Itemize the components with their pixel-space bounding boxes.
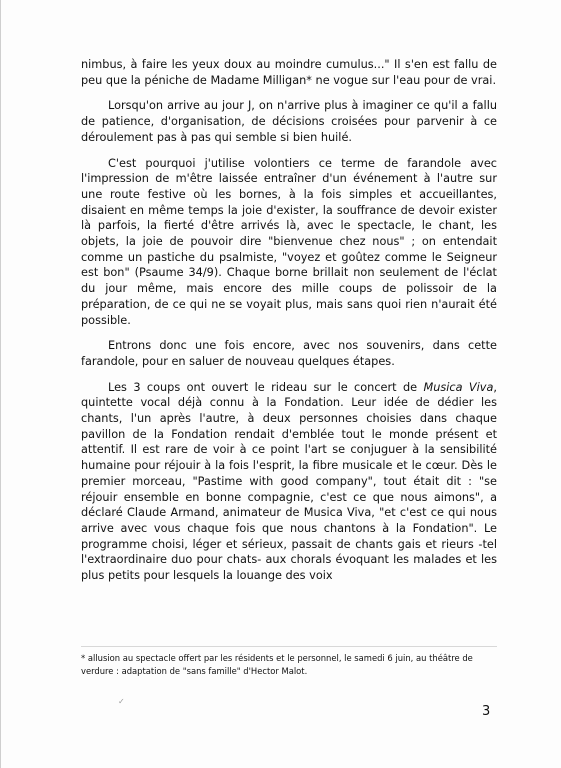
body-text [81,57,497,592]
paragraph-5-start: Les 3 coups ont ouvert le rideau sur le concert de [108,380,424,394]
paragraph-2: Lorsqu'on arrive au jour J, on n'arrive plus à imaginer ce qu'il a fallu de patience, d'organisation, de décisions croisées pour parvenir à ce déroulement pas à pas qui semble si bien huilé. [81,99,497,144]
footnote: * allusion au spectacle offert par les résidents et le personnel, le samedi 6 juin, au théâtre de verdure : adaptation de "sans famille" d'Hector Malot. [81,653,473,676]
paragraph-5-italic: Musica Viva [423,380,494,394]
footnote-divider [81,646,497,647]
paragraph-5-rest: , quintette vocal déjà connu à la Fondation. Leur idée de dédier les chants, l'un après l'autre, à deux personnes choisies dans chaque pavillon de la Fondation rendait d'emblée tout le monde présent et attentif. Il est rare de voir à ce point l'art se conjuguer à la sensibilité humaine pour réjouir à la fois l'esprit, la fibre musicale et le cœur. Dès le premier morceau, "Pastime with good company", tout était dit : "se réjouir ensemble en bonne compagnie, c'est ce que nous aimons", a déclaré Claude Armand, animateur de Musica Viva, "et c'est ce qui nous arrive avec vous chaque fois que nous chantons à la Fondation". Le programme choisi, léger et sérieux, passait de chants gais et rieurs -tel l'extraordinaire duo pour chats- aux chorals évoquant les malades et les plus petits pour lesquels la louange des voix [81,380,498,583]
paragraph-5 [81,380,497,584]
paragraph-4: Entrons donc une fois encore, avec nos souvenirs, dans cette farandole, pour en saluer de nouveau quelques étapes. [81,339,497,368]
page-number: 3 [482,704,491,719]
paragraph-3: C'est pourquoi j'utilise volontiers ce terme de farandole avec l'impression de m'être laissée entraîner d'un événement à l'autre sur une route festive où les bornes, à la fois simples et accueillantes, disaient en même temps la joie d'exister, la souffrance de devoir exister là parfois, la fierté d'être arrivés là, avec le spectacle, le chant, les objets, la joie de pouvoir dire "bienvenue chez nous" ; on entendait comme un pastiche du psalmiste, "voyez et goûtez comme le Seigneur est bon" (Psaume 34/9). Chaque borne brillait non seulement de l'éclat du jour même, mais encore des mille coups de polissoir de la préparation, de ce qui ne se voyait plus, mais sans quoi rien n'aurait été possible. [81,156,497,327]
scan-mark: ✓ [118,697,125,706]
paragraph-1: nimbus, à faire les yeux doux au moindre cumulus..." Il s'en est fallu de peu que la péniche de Madame Milligan* ne vogue sur l'eau pour de vrai. [81,58,497,87]
